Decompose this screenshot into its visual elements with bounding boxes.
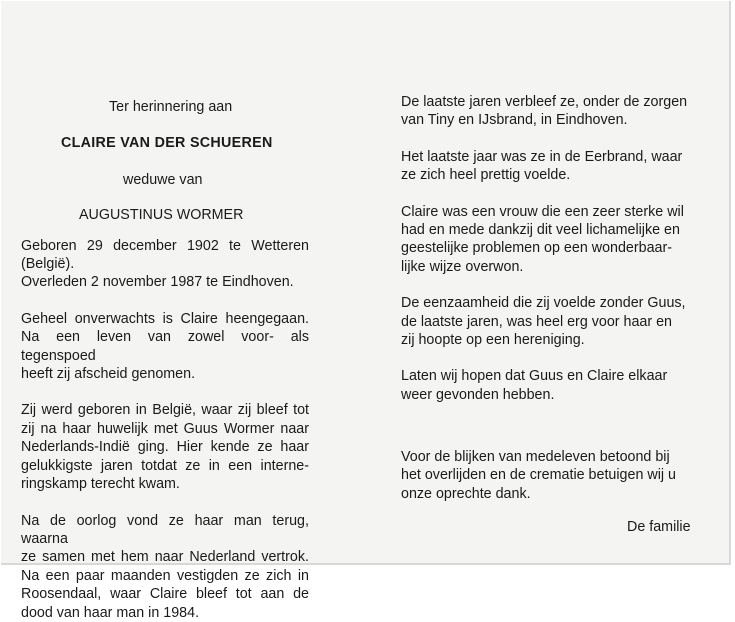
text-line: Roosendaal, waar Claire bleef tot aan de xyxy=(21,586,309,603)
right-paragraph-loneliness xyxy=(401,294,713,349)
left-panel xyxy=(21,93,309,622)
text-line: Laten wij hopen dat Guus en Claire elkaar xyxy=(401,368,668,385)
text-line: De laatste jaren verbleef ze, onder de zorgen xyxy=(401,94,688,110)
memorial-card xyxy=(1,1,731,621)
left-paragraph-life xyxy=(21,401,309,493)
text-line: ze samen met hem naar Nederland vertrok. xyxy=(21,549,309,566)
left-paragraph-passing xyxy=(21,310,309,384)
intro-line: Ter herinnering aan xyxy=(109,99,233,115)
left-paragraph-dates xyxy=(21,237,309,292)
text-line: Claire was een vrouw die een zeer sterke wil xyxy=(401,203,684,220)
right-paragraph-care xyxy=(401,93,713,130)
text-line: Na een paar maanden vestigden ze zich in xyxy=(21,567,309,584)
text-line: van Tiny en IJsbrand, in Eindhoven. xyxy=(401,112,628,129)
text-line: ze zich heel prettig voelde. xyxy=(401,167,571,184)
deceased-name: CLAIRE VAN DER SCHUEREN xyxy=(61,135,273,152)
signoff: De familie xyxy=(627,519,691,536)
thanks-block xyxy=(401,448,713,537)
right-panel xyxy=(401,93,713,404)
text-line: gelukkigste jaren totdat ze in een interne- xyxy=(21,457,309,474)
text-line: De eenzaamheid die zij voelde zonder Guus, xyxy=(401,295,686,312)
text-line: onze oprechte dank. xyxy=(401,485,531,502)
text-line: Het laatste jaar was ze in de Eerbrand, waar xyxy=(401,148,683,165)
text-line: lijke wijze overwon. xyxy=(401,258,524,275)
text-line: geestelijke problemen op een wonderbaar- xyxy=(401,240,673,257)
text-line: zij hoopte op een hereniging. xyxy=(401,332,585,349)
text-line: ringskamp terecht kwam. xyxy=(21,476,180,493)
text-line: Na een leven van zowel voor- als tegenspoed xyxy=(21,329,309,364)
text-line: Zij werd geboren in België, waar zij bleef tot xyxy=(21,402,309,419)
right-paragraph-eerbrand xyxy=(401,148,713,185)
text-line: zij na haar huwelijk met Guus Wormer naar xyxy=(21,420,309,437)
text-line: Na de oorlog vond ze haar man terug, waarna xyxy=(21,512,309,547)
text-line: had en mede dankzij dit veel lichamelijke en xyxy=(401,222,680,239)
text-line: Geheel onverwachts is Claire heengegaan. xyxy=(21,310,309,327)
text-line: Voor de blijken van medeleven betoond bij xyxy=(401,449,670,465)
right-paragraph-hope xyxy=(401,367,713,404)
text-line: dood van haar man in 1984. xyxy=(21,604,200,621)
right-paragraph-strength xyxy=(401,203,713,277)
left-paragraph-war xyxy=(21,512,309,622)
text-line: Geboren 29 december 1902 te Wetteren xyxy=(21,237,309,254)
text-line: het overlijden en de crematie betuigen wij u xyxy=(401,467,676,484)
husband-name: AUGUSTINUS WORMER xyxy=(79,207,244,224)
text-line: weer gevonden hebben. xyxy=(401,386,555,403)
weduwe-line: weduwe van xyxy=(123,171,203,188)
text-line: Nederlands-Indië ging. Hier kende ze haar xyxy=(21,439,309,456)
text-line: (België). xyxy=(21,256,75,273)
text-line: de laatste jaren, was heel erg voor haar en xyxy=(401,313,673,330)
text-line: Overleden 2 november 1987 te Eindhoven. xyxy=(21,274,294,291)
text-line: heeft zij afscheid genomen. xyxy=(21,366,196,383)
